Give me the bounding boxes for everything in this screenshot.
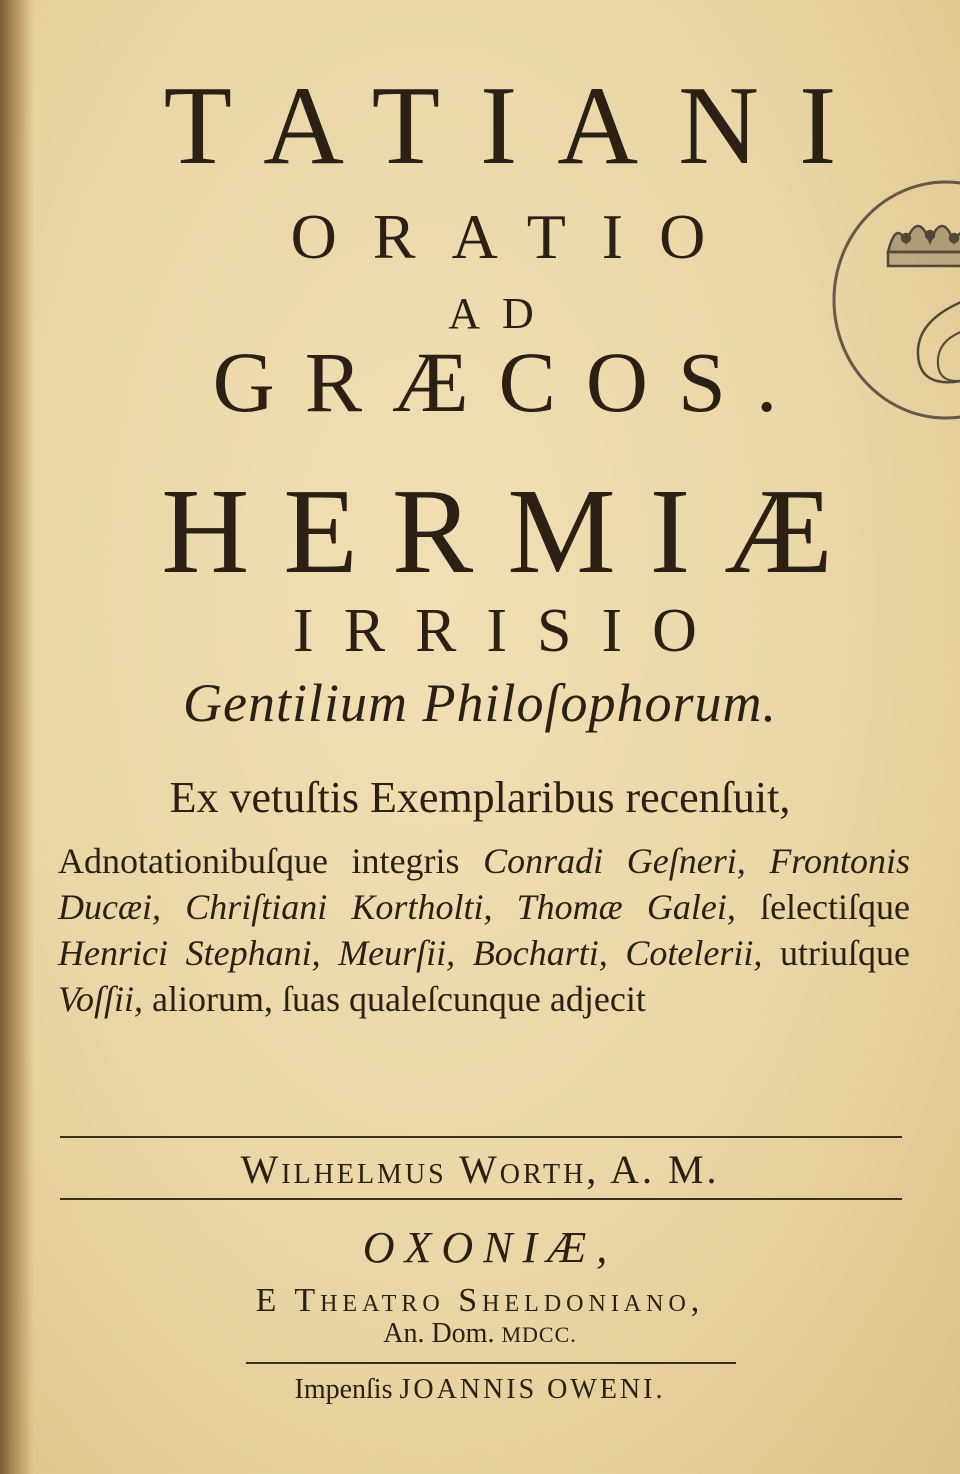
title-irrisio: IRRISIO — [293, 597, 727, 665]
editorial-note — [58, 838, 910, 1022]
expense-name: JOANNIS OWENI. — [399, 1374, 666, 1405]
author-name: Wilhelmus Worth, A. M. — [240, 1147, 720, 1192]
note-part-4: aliorum, ſuas qualeſcunque adjecit — [143, 979, 646, 1019]
imprint-place: OXONIÆ, — [362, 1223, 618, 1272]
note-part-1: Adnotationibuſque integris — [58, 841, 484, 881]
title-oratio: ORATIO — [290, 201, 742, 272]
subtitle-recension: Ex vetuſtis Exemplaribus recenſuit, — [169, 773, 791, 822]
expense-prefix: Impenſis — [294, 1374, 393, 1405]
title-graecos: GRÆCOS. — [212, 334, 808, 430]
imprint-press: E Theatro Sheldoniano, — [255, 1282, 705, 1319]
note-part-3: utriuſque — [762, 933, 910, 973]
imprint-expense — [0, 1374, 960, 1406]
rule-middle — [60, 1198, 902, 1200]
note-names-2: Henrici Stephani, Meurſii, Bocharti, Cotelerii, — [58, 933, 763, 973]
date-year: MDCC. — [501, 1322, 577, 1347]
note-names-3: Voſſii, — [58, 979, 144, 1019]
title-tatiani: TATIANI — [163, 64, 877, 188]
imprint-date — [0, 1318, 960, 1350]
title-hermiae: HERMIÆ — [161, 464, 867, 599]
note-names-1: Conradi Geſneri, Frontonis Ducæi, Chriſtiani Kortholti, Thomæ Galei, — [58, 841, 910, 927]
rule-bottom — [246, 1362, 736, 1364]
title-ad: AD — [448, 289, 556, 338]
title-gentilium: Gentilium Philoſophorum. — [183, 673, 777, 733]
crown-monogram-stamp-icon — [826, 180, 960, 430]
note-part-2: ſelectiſque — [735, 887, 910, 927]
rule-top — [60, 1136, 902, 1138]
date-prefix: An. Dom. — [383, 1318, 495, 1349]
